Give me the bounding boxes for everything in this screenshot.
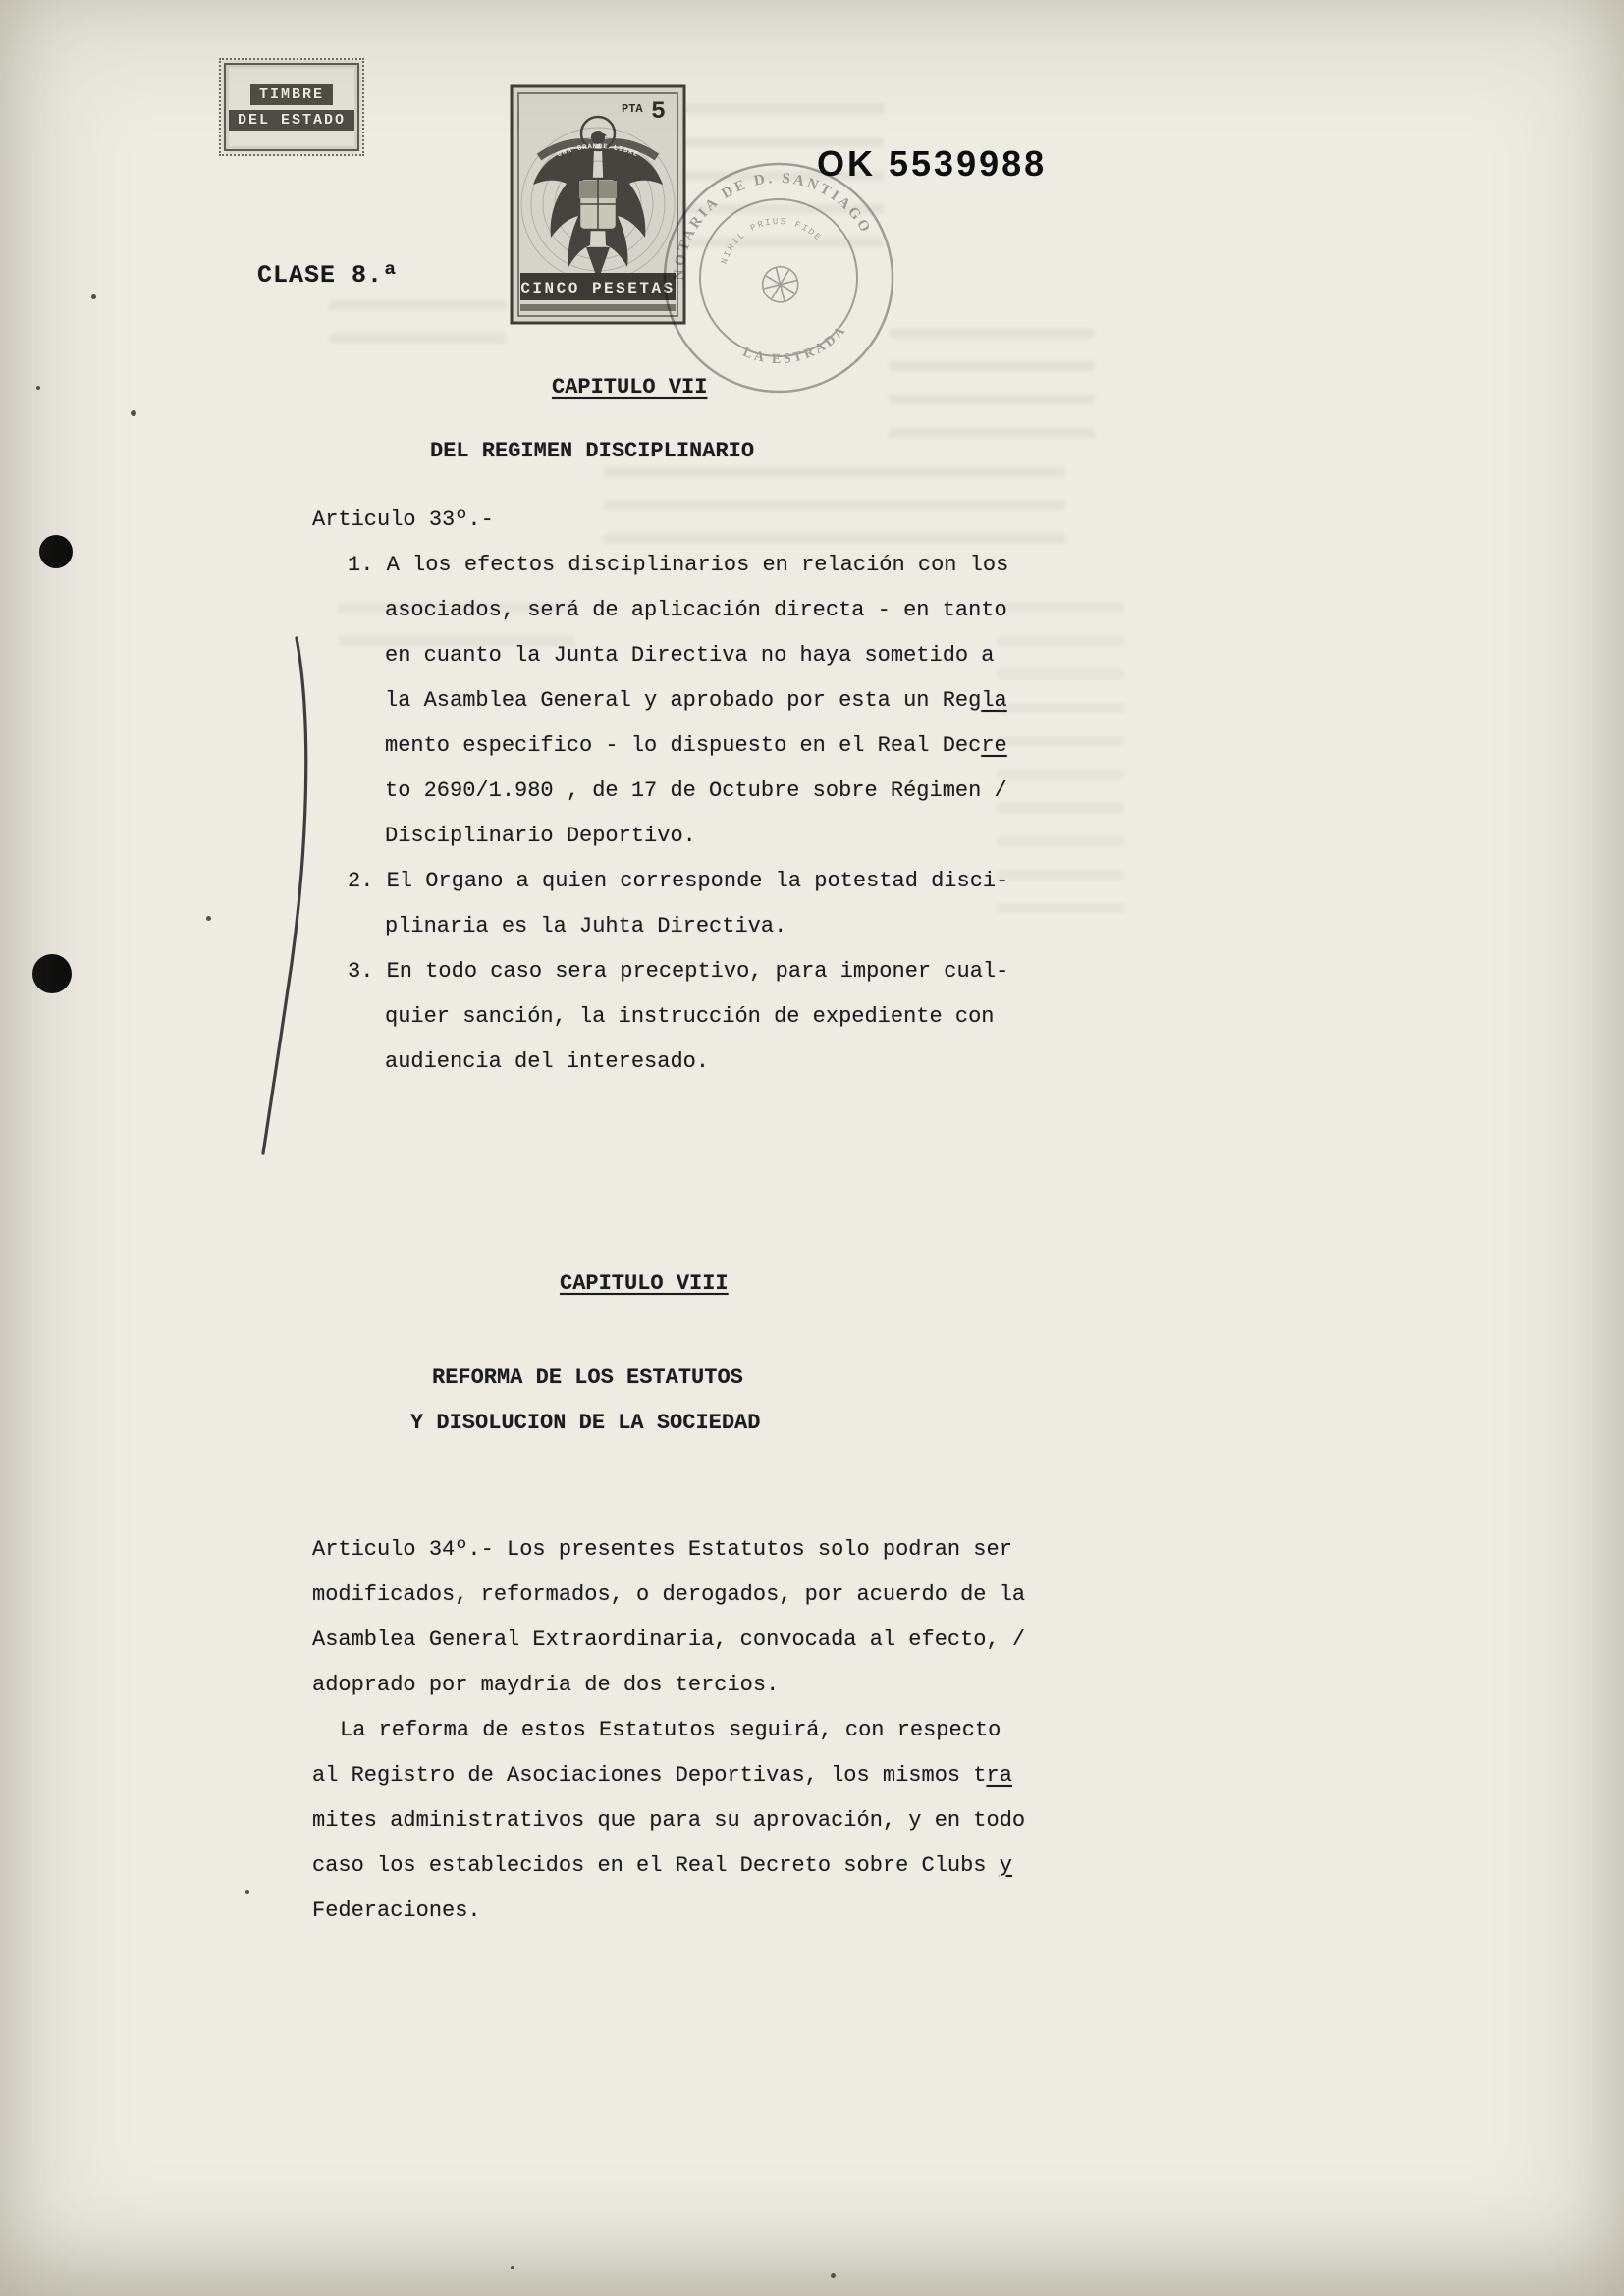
ink-speck [91, 294, 96, 299]
text-line: en cuanto la Junta Directiva no haya sometido a [385, 643, 995, 667]
text-line: Federaciones. [312, 1898, 481, 1923]
text-line: La reforma de estos Estatutos seguirá, con respecto [340, 1718, 1001, 1742]
text-line: modificados, reformados, o derogados, por acuerdo de la [312, 1582, 1026, 1607]
ink-blob [39, 535, 73, 568]
text-line: mites administrativos que para su aprovación, y en todo [312, 1808, 1026, 1833]
text-line: Asamblea General Extraordinaria, convocada al efecto, / [312, 1628, 1026, 1652]
clase-label: CLASE 8.ª [257, 261, 400, 290]
notary-stamp-top-text: NOTARIA DE D. SANTIAGO [671, 170, 875, 281]
text-line: audiencia del interesado. [385, 1049, 710, 1074]
chapter8-subtitle-line1: REFORMA DE LOS ESTATUTOS [432, 1365, 743, 1390]
timbre-del-estado-seal [224, 63, 359, 151]
text-line: quier sanción, la instrucción de expediente con [385, 1004, 995, 1029]
chapter8-title: CAPITULO VIII [560, 1271, 729, 1296]
text-segment: caso los establecidos en el Real Decreto sobre Clubs [312, 1853, 1000, 1878]
underlined-segment: y [999, 1853, 1012, 1878]
ink-speck [511, 2266, 514, 2269]
ink-speck [206, 916, 211, 921]
text-line: 2. El Organo a quien corresponde la potestad disci- [348, 869, 1009, 893]
stamp-footer-band [520, 304, 676, 311]
text-segment: la Asamblea General y aprobado por esta un Reg [385, 688, 982, 713]
svg-text:NIHIL PRIUS FIDE [712, 206, 825, 268]
text-line [385, 678, 1068, 723]
ink-speck [831, 2273, 836, 2278]
text-line: adoprado por maydria de dos tercios. [312, 1673, 780, 1697]
timbre-label-line2: DEL ESTADO [229, 110, 354, 131]
text-line [385, 723, 1068, 769]
text-line: 1. A los efectos disciplinarios en relación con los [348, 553, 1009, 577]
chapter7-subtitle: DEL REGIMEN DISCIPLINARIO [430, 439, 755, 463]
notary-stamp-bottom-text: LA ESTRADA [740, 321, 850, 368]
bleed-through-smudge [329, 287, 506, 365]
text-line: Articulo 34º.- Los presentes Estatutos solo podran ser [312, 1537, 1012, 1562]
ink-speck [36, 386, 40, 390]
serial-number: OK 5539988 [817, 143, 1048, 184]
text-segment: al Registro de Asociaciones Deportivas, los mismos t [312, 1763, 987, 1788]
underlined-segment: la [981, 688, 1007, 713]
eagle-motto: UNA GRANDE LIBRE [556, 142, 640, 160]
notary-stamp-motto: NIHIL PRIUS FIDE [719, 216, 824, 266]
text-segment: mento especifico - lo dispuesto en el Real Dec [385, 733, 982, 758]
ink-blob [32, 954, 72, 993]
text-line: plinaria es la Juhta Directiva. [385, 914, 787, 938]
pta-label: PTA [622, 102, 643, 116]
text-line [312, 1753, 1068, 1798]
document-body [312, 365, 1068, 1934]
ink-speck [245, 1890, 249, 1894]
underlined-segment: re [981, 733, 1007, 758]
denomination-text: CINCO PESETAS [520, 280, 676, 297]
notary-emblem [759, 263, 802, 306]
chapter7-title: CAPITULO VII [552, 375, 708, 400]
stamp-value: 5 [651, 97, 667, 126]
text-line [312, 1843, 1068, 1889]
article33-heading: Articulo 33º.- [312, 507, 494, 532]
underlined-segment: ra [986, 1763, 1012, 1788]
text-line: Disciplinario Deportivo. [385, 824, 696, 848]
chapter8-subtitle-line2: Y DISOLUCION DE LA SOCIEDAD [410, 1411, 761, 1435]
text-line: to 2690/1.980 , de 17 de Octubre sobre Régimen / [385, 778, 1007, 803]
text-line: asociados, será de aplicación directa - en tanto [385, 598, 1007, 622]
ink-speck [131, 410, 136, 416]
timbre-label-line1: TIMBRE [250, 84, 333, 105]
text-line: 3. En todo caso sera preceptivo, para imponer cual- [348, 959, 1009, 984]
